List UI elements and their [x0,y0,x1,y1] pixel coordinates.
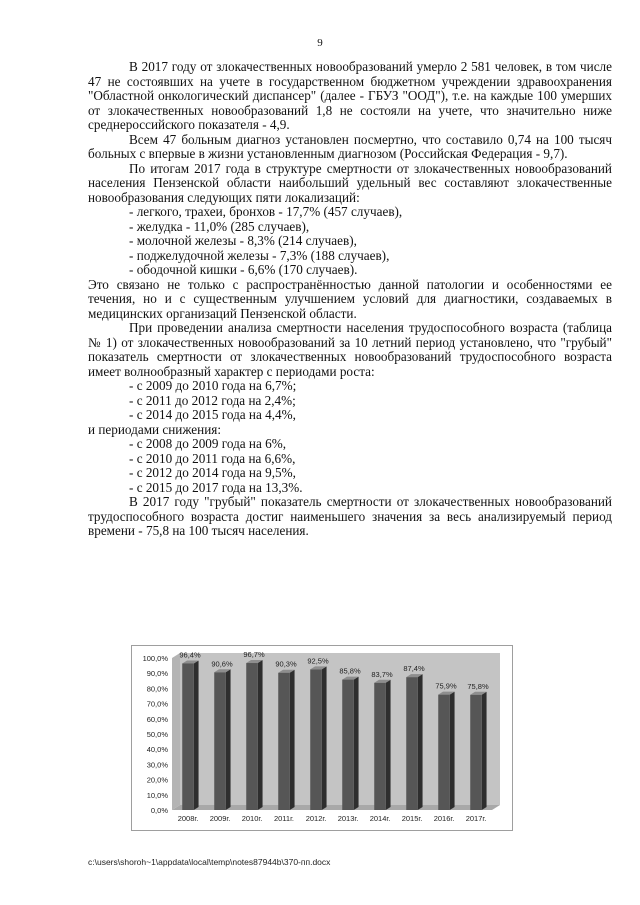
chart-canvas [132,646,512,830]
paragraph-localization-intro: По итогам 2017 года в структуре смертности от злокачественных новообразований населения Пензенской области наибольший удельный вес составляют злокачественные новообразования следующих пяти локализаций: [88,160,612,205]
localization-list [88,205,612,278]
paragraph-diagnostics: Это связано не только с распространённостью данной патологии и особенностями ее течения, но и с существенным улучшением условий для диагностики, создаваемых в медицинских организаций Пензенской области. [88,276,612,321]
data-label: 75,9% [435,681,457,691]
bar-side [482,692,487,810]
x-tick-label: 2015г. [401,814,423,823]
data-label: 96,4% [179,650,201,660]
y-tick-label: 90,0% [146,669,168,679]
y-tick-label: 0,0% [150,806,168,815]
bar-side [450,692,455,810]
x-tick-label: 2009г. [209,814,231,823]
paragraph-posthumous-diagnosis: Всем 47 больным диагноз установлен посмертно, что составило 0,74 на 100 тысяч больных с впервые в жизни установленным диагнозом (Российская Федерация - 9,7). [88,131,612,161]
x-tick-label: 2011г. [273,814,295,823]
page-number: 9 [317,37,323,49]
data-label: 85,8% [339,666,361,676]
y-tick-label: 80,0% [146,684,168,694]
data-label: 90,6% [211,659,233,669]
bar [374,683,386,810]
chart-side-wall [172,653,180,810]
data-label: 92,5% [307,656,329,666]
bar-side [386,680,391,810]
bar-side [354,677,359,810]
x-tick-label: 2013г. [337,814,359,823]
data-label: 83,7% [371,669,393,679]
data-label: 96,7% [243,650,265,660]
y-tick-label: 70,0% [146,699,168,709]
paragraph-decline-intro: и периодами снижения: [88,421,221,437]
file-path-footer: c:\users\shoroh~1\appdata\local\temp\notes87944b\370-пп.docx [88,857,331,867]
y-tick-label: 40,0% [146,745,168,755]
paragraph-lowest-value: В 2017 году "грубый" показатель смертности от злокачественных новообразований трудоспособного возраста достиг наименьшего значения за весь анализируемый период времени - 75,8 на 100 тысяч населения. [88,494,612,538]
x-tick-label: 2017г. [465,814,487,823]
paragraph-working-age-analysis: При проведении анализа смертности населения трудоспособного возраста (таблица № 1) от злокачественных новообразований за 10 летний период установлено, что "грубый" показатель смертности от злокачественных новообразований трудоспособного возраста имеет волнообразный характер с периодами роста: [88,320,612,379]
list-item: - желудка - 11,0% (285 случаев), [129,218,310,234]
bar-side [194,660,199,810]
bar [214,672,226,810]
y-tick-label: 30,0% [146,760,168,770]
bar [310,669,322,810]
bar [406,677,418,810]
data-label: 87,4% [403,664,425,674]
x-tick-label: 2014г. [369,814,391,823]
list-item: - ободочной кишки - 6,6% (170 случаев). [129,262,358,277]
decline-periods-list [88,437,612,495]
list-item: - с 2009 до 2010 года на 6,7%; [129,378,297,393]
list-item: - с 2010 до 2011 года на 6,6%, [129,450,296,466]
bar [438,695,450,810]
bar [470,695,482,810]
list-item: - с 2012 до 2014 года на 9,5%, [129,465,296,480]
bar-side [226,669,231,810]
y-tick-label: 10,0% [146,790,168,800]
y-tick-label: 20,0% [146,775,168,785]
list-item: - с 2015 до 2017 года на 13,3%. [129,479,303,495]
data-label: 90,3% [275,659,297,669]
x-tick-label: 2012г. [305,814,327,823]
list-item: - легкого, трахеи, бронхов - 17,7% (457 случаев), [129,204,403,219]
x-tick-label: 2008г. [177,814,199,823]
list-item: - поджелудочной железы - 7,3% (188 случаев), [129,247,390,263]
document-body [88,60,612,539]
bar-side [322,666,327,810]
list-item: - с 2014 до 2015 года на 4,4%, [129,407,296,422]
list-item: - с 2011 до 2012 года на 2,4%; [129,392,296,408]
growth-periods-list [88,379,612,423]
list-item: - молочной железы - 8,3% (214 случаев), [129,233,357,248]
y-tick-label: 50,0% [146,730,168,739]
x-tick-label: 2010г. [241,814,263,823]
bar-side [290,670,295,810]
data-label: 75,8% [467,681,489,691]
list-item: - с 2008 до 2009 года на 6%, [129,436,287,451]
y-tick-label: 100,0% [142,654,168,663]
bar-side [258,660,263,810]
y-tick-label: 60,0% [146,714,168,724]
paragraph-mortality-2017: В 2017 году от злокачественных новообразований умерло 2 581 человек, в том числе 47 не состоявших на учете в государственном бюджетном учреждении здравоохранения "Областной онкологический диспансер" (далее - ГБУЗ "ООД"), т.е. на каждые 100 умерших от злокачественных новообразований 1,8 не состояли на учете, что значительно ниже среднероссийского показателя - 4,9. [88,59,612,132]
bar [278,673,290,810]
x-tick-label: 2016г. [433,814,455,823]
bar [246,663,258,810]
bar-side [418,674,423,810]
mortality-bar-chart [131,645,513,831]
bar [182,663,194,810]
bar [342,680,354,810]
